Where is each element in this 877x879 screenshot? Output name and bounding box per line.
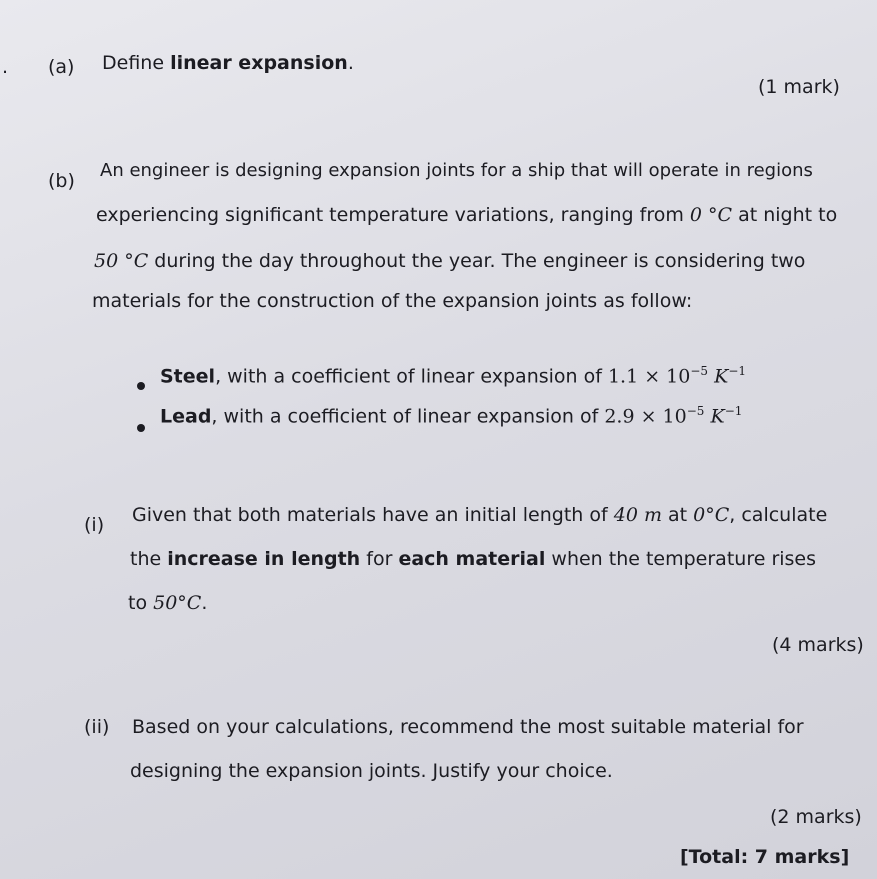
part-b-line-1: An engineer is designing expansion joints for a ship that will operate in regions	[100, 160, 813, 181]
part-b-line-2: experiencing significant temperature variations, ranging from 0 °C at night to	[96, 204, 838, 226]
bullet-steel	[137, 382, 145, 390]
part-b-line-3: 50 °C during the day throughout the year. The engineer is considering two	[94, 250, 806, 272]
part-i-line-1: Given that both materials have an initial length of 40 m at 0°C, calculate	[132, 504, 828, 526]
material-steel: Steel, with a coefficient of linear expansion of $1.1 \times 10^{-5}$ $K^{-1}$	[160, 364, 747, 388]
part-a-question: Define linear expansion.	[102, 52, 354, 74]
part-ii-line-2: designing the expansion joints. Justify your choice.	[130, 760, 613, 782]
total-marks: [Total: 7 marks]	[680, 846, 850, 868]
part-i-line-3: to 50°C.	[128, 592, 208, 614]
part-i-marks: (4 marks)	[772, 634, 864, 656]
part-i-line-2: the increase in length for each material when the temperature rises	[130, 548, 817, 570]
part-a-label: (a)	[48, 56, 75, 78]
part-ii-label: (ii)	[84, 716, 110, 738]
part-a-marks: (1 mark)	[758, 76, 840, 98]
part-b-line-4: materials for the construction of the expansion joints as follow:	[92, 290, 693, 312]
part-ii-line-1: Based on your calculations, recommend the most suitable material for	[132, 716, 804, 738]
bullet-lead	[137, 424, 145, 432]
part-b-label: (b)	[48, 170, 75, 192]
part-ii-marks: (2 marks)	[770, 806, 862, 828]
question-number-mark: .	[2, 56, 9, 78]
part-i-label: (i)	[84, 514, 105, 536]
material-lead: Lead, with a coefficient of linear expansion of $2.9 \times 10^{-5}$ $K^{-1}$	[160, 404, 743, 428]
